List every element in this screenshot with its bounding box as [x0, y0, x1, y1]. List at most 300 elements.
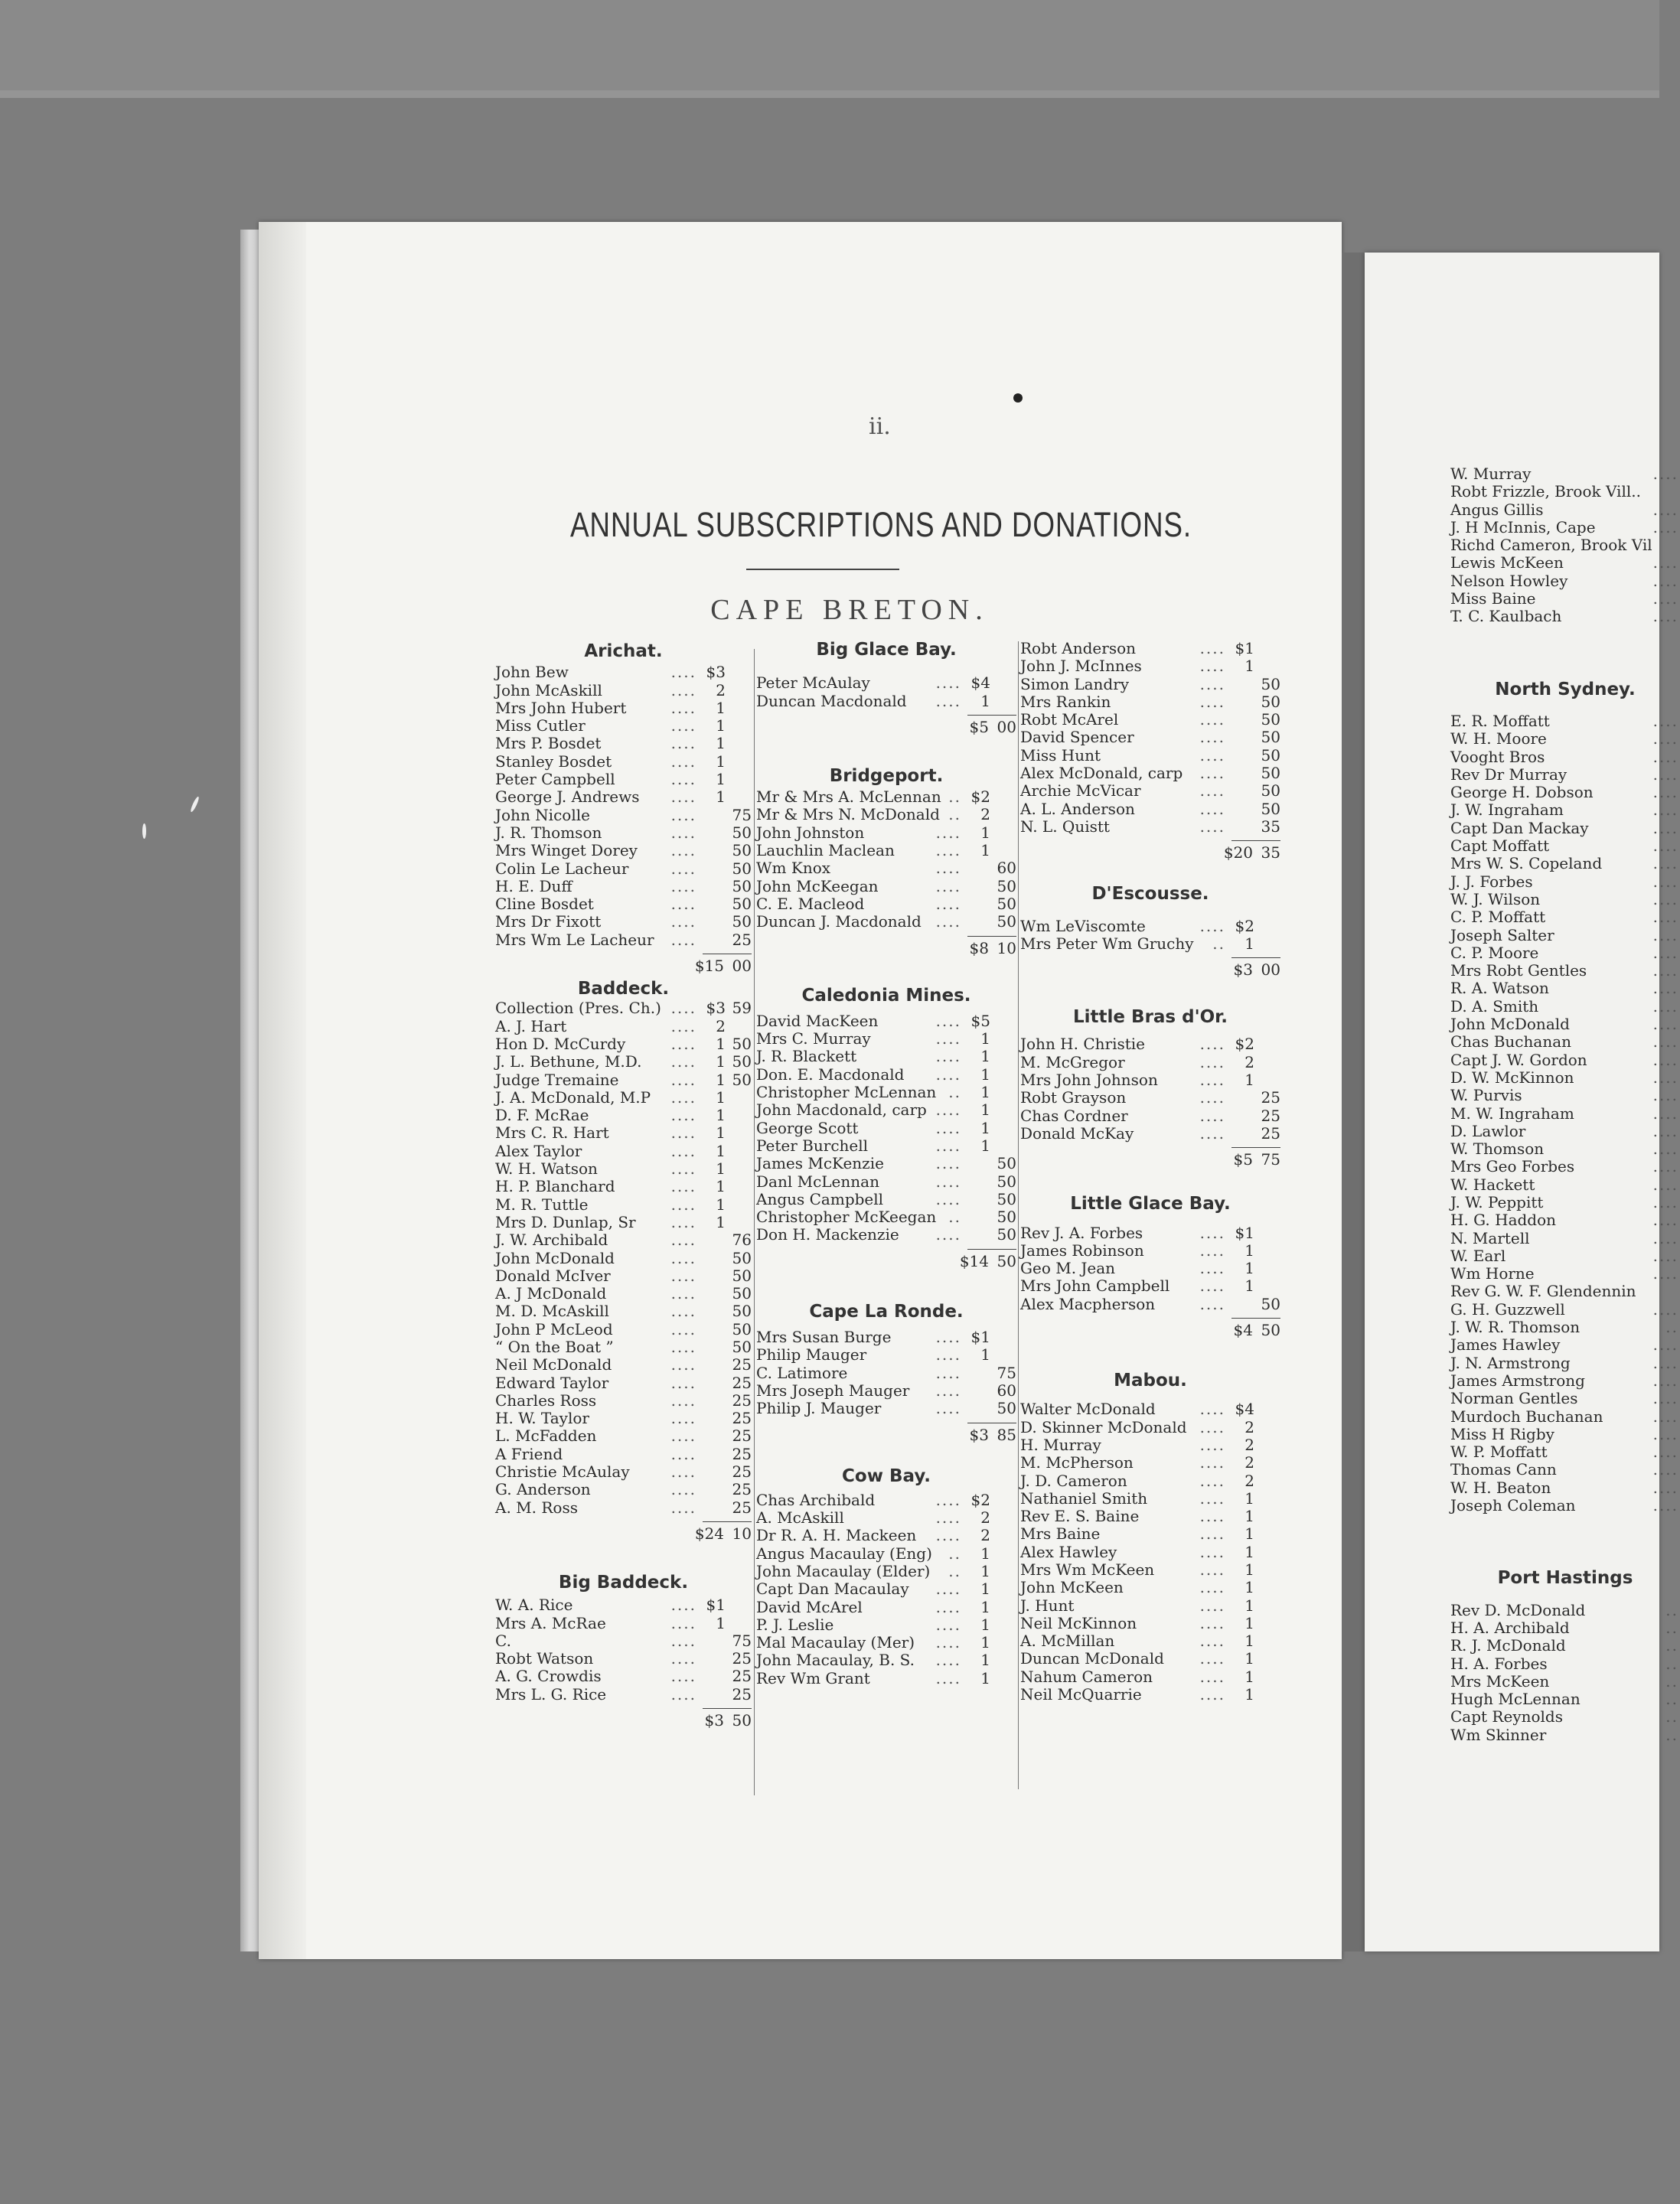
total-cents: 00: [1261, 960, 1280, 980]
subscriber-row: [1020, 1490, 1280, 1508]
column-3: [1020, 640, 1280, 1704]
amount-dollars: $4: [970, 673, 990, 693]
amount-cents: 50: [997, 1189, 1016, 1208]
subscriber-row: [756, 788, 1016, 806]
section-heading: Big Baddeck.: [558, 1572, 689, 1593]
amount-dollars: 2: [980, 1526, 990, 1545]
leader-dots: ....: [670, 680, 696, 699]
subscriber-row: [495, 1615, 752, 1632]
amount-dollars: $3: [706, 663, 726, 682]
leader-dots: ....: [1652, 1424, 1678, 1443]
subscriber-row: [1450, 1069, 1680, 1087]
subscriber-name: Mrs Peter Wm Gruchy: [1020, 934, 1194, 953]
amount-dollars: 2: [980, 1508, 990, 1527]
right-page-column: [1450, 465, 1680, 1744]
leader-dots: ....: [670, 1106, 696, 1125]
amount-cents: 50: [732, 1319, 752, 1338]
subscriber-name: Colin Le Lacheur: [495, 859, 629, 878]
subscriber-name: David Spencer: [1020, 728, 1134, 747]
section-total: [495, 1525, 752, 1544]
subscriber-row: [1450, 1426, 1680, 1443]
subscriber-row: [1020, 657, 1280, 675]
amount-cents: 50: [997, 1399, 1016, 1418]
subscriber-row: [756, 1492, 1016, 1509]
subscriber-name: J. W. Ingraham: [1450, 800, 1564, 820]
subscriber-row: [756, 824, 1016, 842]
leader-dots: ....: [670, 912, 696, 931]
leader-dots: ....: [1199, 674, 1225, 693]
leader-dots: ....: [1652, 818, 1678, 837]
amount-cents: 50: [997, 1172, 1016, 1191]
amount-cents: 75: [732, 805, 752, 824]
leader-dots: ....: [1199, 1560, 1225, 1579]
subscriber-row: [1020, 765, 1280, 782]
leader-dots: ..: [1665, 1600, 1678, 1619]
subscriber-row: [495, 663, 752, 681]
section-total: [756, 940, 1016, 958]
leader-dots: ..: [1665, 1636, 1678, 1655]
leader-dots: ....: [1652, 729, 1678, 748]
leader-dots: ....: [935, 823, 961, 842]
subscriber-row: [1020, 747, 1280, 765]
amount-cents: 25: [1261, 1106, 1280, 1125]
subscriber-row: [1020, 1089, 1280, 1107]
amount-dollars: 2: [1245, 1435, 1254, 1454]
subscriber-row: [1020, 935, 1280, 953]
subscriber-row: [1450, 730, 1680, 748]
leader-dots: ....: [670, 1284, 696, 1303]
amount-cents: 50: [997, 876, 1016, 895]
amount-dollars: 2: [1245, 1052, 1254, 1071]
amount-dollars: 1: [1245, 1488, 1254, 1508]
subscription-section: [756, 641, 1016, 737]
subscriber-row: [495, 1089, 752, 1107]
ink-speck: [1013, 393, 1023, 403]
leader-dots: ....: [670, 1319, 696, 1338]
leader-dots: ....: [1199, 1071, 1225, 1090]
leader-dots: ....: [1652, 500, 1678, 519]
amount-cents: 50: [1261, 799, 1280, 818]
leader-dots: ....: [935, 876, 961, 895]
leader-dots: ....: [935, 859, 961, 878]
total-rule: [1231, 1318, 1280, 1319]
subscriber-name: Angus Gillis: [1450, 500, 1544, 519]
leader-dots: ....: [1652, 1228, 1678, 1247]
leader-dots: ....: [1199, 1649, 1225, 1668]
amount-cents: 25: [732, 1462, 752, 1482]
subscriber-row: [495, 1053, 752, 1071]
leader-dots: ....: [670, 1480, 696, 1499]
total-dollars: $15: [694, 957, 724, 976]
amount-dollars: 1: [980, 1136, 990, 1155]
leader-dots: ....: [670, 770, 696, 789]
amount-cents: 50: [732, 1052, 752, 1071]
leader-dots: ....: [670, 1596, 696, 1615]
subscription-section: [756, 987, 1016, 1271]
subscriber-name: Capt Moffatt: [1450, 836, 1550, 856]
leader-dots: ....: [1199, 1123, 1225, 1143]
subscriber-row: [1450, 1087, 1680, 1104]
page-title: ANNUAL SUBSCRIPTIONS AND DONATIONS.: [570, 505, 1192, 544]
subscriber-name: Simon Landry: [1020, 674, 1130, 693]
subscriber-name: J. Hunt: [1020, 1596, 1075, 1615]
section-total: [756, 1426, 1016, 1445]
subscriber-name: H. A. Archibald: [1450, 1618, 1570, 1637]
subscriber-name: Don. E. Macdonald: [756, 1065, 905, 1084]
subscriber-row: [756, 1616, 1016, 1634]
subscriber-row: [1450, 944, 1680, 962]
subscriber-name: Chas Archibald: [756, 1490, 876, 1509]
subscriber-row: [1020, 1277, 1280, 1295]
subscriber-name: John J. McInnes: [1020, 657, 1142, 676]
amount-dollars: 2: [716, 680, 726, 699]
leader-dots: ....: [935, 1399, 961, 1418]
subscription-section: [756, 1468, 1016, 1688]
subscriber-name: M. McGregor: [1020, 1052, 1125, 1071]
section-heading: D'Escousse.: [1091, 884, 1209, 905]
subscriber-row: [1450, 1708, 1680, 1726]
section-total: [1020, 844, 1280, 862]
subscriber-row: [495, 1250, 752, 1267]
total-rule: [1231, 957, 1280, 958]
leader-dots: ....: [670, 1498, 696, 1517]
subscriber-name: Wm LeViscomte: [1020, 916, 1146, 935]
leader-dots: ....: [1652, 783, 1678, 802]
leader-dots: ....: [670, 1052, 696, 1071]
subscriber-name: M. D. McAskill: [495, 1302, 609, 1321]
leader-dots: ....: [1199, 1259, 1225, 1278]
amount-dollars: $1: [706, 1596, 726, 1615]
section-heading: Port Hastings: [1497, 1568, 1633, 1589]
amount-cents: 25: [732, 1409, 752, 1428]
subscriber-name: James Hawley: [1450, 1335, 1561, 1355]
subscriber-name: Duncan J. Macdonald: [756, 912, 922, 931]
subscriber-row: [1020, 918, 1280, 935]
leader-dots: ....: [935, 1345, 961, 1364]
subscriber-row: [495, 1285, 752, 1303]
leader-dots: ....: [1652, 1139, 1678, 1159]
leader-dots: ....: [670, 876, 696, 895]
amount-dollars: 1: [980, 1083, 990, 1102]
amount-dollars: 1: [716, 770, 726, 789]
section-total: [756, 1253, 1016, 1271]
total-rule: [967, 936, 1016, 937]
leader-dots: ..: [1665, 1671, 1678, 1690]
subscriber-row: [1020, 676, 1280, 693]
subscriber-row: [495, 1481, 752, 1498]
subscriber-name: George Scott: [756, 1118, 859, 1137]
subscriber-name: H. G. Haddon: [1450, 1211, 1557, 1230]
amount-cents: 50: [732, 1034, 752, 1053]
subscriber-row: [1020, 693, 1280, 711]
subscriber-row: [1450, 908, 1680, 926]
leader-dots: ....: [670, 1409, 696, 1428]
leader-dots: ....: [935, 1580, 961, 1599]
amount-cents: 25: [732, 1426, 752, 1446]
total-dollars: $5: [969, 717, 989, 736]
subscriber-row: [756, 1580, 1016, 1598]
subscriber-name: Wm Knox: [756, 859, 831, 878]
leader-dots: ....: [935, 691, 961, 710]
subscriber-row: [1020, 1419, 1280, 1436]
subscriber-row: [495, 1668, 752, 1685]
subscriber-name: C. E. Macleod: [756, 894, 865, 913]
subscriber-name: Mrs C. R. Hart: [495, 1123, 609, 1143]
subscriber-row: [1020, 1668, 1280, 1686]
subscriber-name: Christie McAulay: [495, 1462, 630, 1482]
section-heading: Caledonia Mines.: [801, 985, 971, 1006]
leader-dots: ....: [670, 1684, 696, 1704]
leader-dots: ....: [1199, 710, 1225, 729]
subscriber-name: Richd Cameron, Brook Vil: [1450, 536, 1652, 555]
leader-dots: ....: [1652, 571, 1678, 590]
leader-dots: ....: [935, 1136, 961, 1155]
amount-dollars: 1: [980, 1047, 990, 1066]
subscriber-row: [756, 913, 1016, 931]
subscriber-row: [1020, 1454, 1280, 1472]
leader-dots: ....: [935, 1381, 961, 1400]
total-cents: 35: [1261, 843, 1280, 862]
amount-cents: 25: [732, 1684, 752, 1704]
total-dollars: $14: [959, 1251, 989, 1270]
page-gutter: [1342, 253, 1365, 1951]
page-number: ii.: [869, 413, 891, 440]
leader-dots: ....: [670, 1195, 696, 1214]
leader-dots: ..: [1665, 1707, 1678, 1726]
subscriber-name: A. G. Crowdis: [495, 1667, 602, 1686]
subscriber-row: [1450, 1016, 1680, 1033]
subscriber-name: Edward Taylor: [495, 1373, 609, 1392]
leader-dots: ....: [1652, 1353, 1678, 1372]
leader-dots: ....: [670, 1337, 696, 1356]
leader-dots: ....: [670, 1649, 696, 1668]
subscriber-name: Nathaniel Smith: [1020, 1488, 1148, 1508]
section-heading: Baddeck.: [577, 979, 670, 999]
subscriber-row: [495, 1410, 752, 1427]
subscriber-name: Duncan Macdonald: [756, 691, 907, 710]
subscriber-row: [1450, 1247, 1680, 1265]
subscriber-name: W. Murray: [1450, 465, 1532, 483]
leader-dots: ....: [1652, 1496, 1678, 1515]
subscriber-name: G. H. Guzzwell: [1450, 1299, 1565, 1319]
leader-dots: ....: [670, 752, 696, 771]
subscriber-row: [1450, 1265, 1680, 1283]
subscriber-row: [1450, 873, 1680, 891]
subscriber-name: Robt Frizzle, Brook Vill..: [1450, 482, 1641, 501]
subscriber-row: [1450, 1726, 1680, 1744]
subscriber-name: Mrs Susan Burge: [756, 1328, 892, 1347]
subscriber-row: [1450, 519, 1680, 536]
subscriber-row: [495, 1214, 752, 1231]
subscriber-name: Mrs Robt Gentles: [1450, 961, 1587, 980]
section-heading: Arichat.: [584, 641, 663, 661]
subscriber-name: W. Earl: [1450, 1246, 1506, 1265]
subscriber-name: George H. Dobson: [1450, 783, 1594, 802]
subscriber-name: C.: [495, 1631, 511, 1650]
subscriber-row: [495, 717, 752, 735]
subscriber-name: W. A. Rice: [495, 1596, 573, 1615]
subscriber-name: Mrs Dr Fixott: [495, 912, 602, 931]
subscriber-row: [1450, 1619, 1680, 1637]
subscriber-name: Robt Anderson: [1020, 639, 1137, 657]
subscriber-row: [1020, 1125, 1280, 1143]
subscriber-row: [495, 824, 752, 842]
subscriber-name: Peter Campbell: [495, 770, 615, 789]
total-cents: 50: [732, 1711, 752, 1730]
leader-dots: ....: [935, 1118, 961, 1137]
subscriber-name: Angus Macaulay (Eng): [756, 1544, 932, 1563]
subscriber-row: [1450, 1390, 1680, 1407]
leader-dots: ....: [670, 1212, 696, 1231]
amount-dollars: 1: [980, 691, 990, 710]
scan-background-top: [0, 0, 1659, 90]
subscriber-row: [495, 999, 752, 1017]
amount-cents: 50: [732, 841, 752, 860]
subscription-section: [1450, 681, 1680, 1515]
subscriber-row: [1020, 1242, 1280, 1260]
subscriber-name: James McKenzie: [756, 1154, 884, 1173]
amount-dollars: 1: [980, 1651, 990, 1670]
subscriber-row: [495, 1231, 752, 1249]
subscriber-row: [1020, 800, 1280, 818]
section-heading: Cow Bay.: [842, 1466, 931, 1486]
leader-dots: ....: [935, 1328, 961, 1347]
subscriber-name: R. J. McDonald: [1450, 1636, 1566, 1655]
leader-dots: ....: [1652, 943, 1678, 962]
subscriber-row: [756, 1670, 1016, 1687]
leader-dots: ....: [935, 1100, 961, 1120]
leader-dots: ....: [1199, 916, 1225, 935]
amount-cents: 50: [1261, 674, 1280, 693]
leader-dots: ....: [935, 912, 961, 931]
subscriber-row: [1450, 1140, 1680, 1158]
subscriber-row: [756, 806, 1016, 823]
subscriber-name: W. Purvis: [1450, 1086, 1522, 1105]
subscriber-name: Mrs John Campbell: [1020, 1276, 1170, 1296]
subscriber-name: Chas Cordner: [1020, 1106, 1128, 1125]
subscriber-name: Rev J. A. Forbes: [1020, 1223, 1143, 1242]
leader-dots: ....: [1652, 765, 1678, 784]
leader-dots: ....: [1652, 1192, 1678, 1211]
subscriber-name: A. L. Anderson: [1020, 799, 1135, 818]
subscriber-row: [1450, 1123, 1680, 1140]
amount-dollars: 1: [980, 1065, 990, 1084]
leader-dots: ....: [1652, 800, 1678, 820]
subscriber-name: J. J. Forbes: [1450, 872, 1533, 891]
subscriber-name: Mrs Baine: [1020, 1524, 1101, 1544]
amount-dollars: 1: [716, 734, 726, 753]
amount-cents: 50: [1261, 764, 1280, 783]
subscriber-row: [756, 1527, 1016, 1544]
leader-dots: ....: [670, 1613, 696, 1632]
leader-dots: ....: [935, 1029, 961, 1048]
subscriber-name: L. McFadden: [495, 1426, 597, 1446]
amount-dollars: 1: [1245, 657, 1254, 676]
leader-dots: ....: [1652, 925, 1678, 944]
total-rule: [1231, 1147, 1280, 1148]
subscriber-name: Alex Taylor: [495, 1141, 582, 1160]
amount-cents: 50: [732, 912, 752, 931]
subscriber-name: J. R. Thomson: [495, 823, 602, 842]
subscriber-name: W. Hackett: [1450, 1175, 1535, 1194]
amount-dollars: 1: [980, 823, 990, 842]
amount-dollars: 1: [980, 1029, 990, 1048]
scan-background-stripe: [0, 90, 1659, 98]
leader-dots: ....: [1652, 1175, 1678, 1194]
leader-dots: ....: [1652, 1050, 1678, 1069]
subscriber-name: Nelson Howley: [1450, 571, 1568, 590]
subscriber-name: Mrs Wm Le Lacheur: [495, 930, 654, 949]
section-total: [495, 1712, 752, 1730]
total-cents: 50: [1261, 1321, 1280, 1340]
leader-dots: ....: [935, 894, 961, 913]
leader-dots: ....: [1199, 1524, 1225, 1544]
total-cents: 00: [732, 957, 752, 976]
subscriber-name: Robt Grayson: [1020, 1088, 1127, 1107]
leader-dots: ....: [670, 787, 696, 807]
leader-dots: ....: [935, 1526, 961, 1545]
subscriber-row: [1020, 818, 1280, 836]
subscriber-row: [495, 1303, 752, 1320]
subscriber-name: Walter McDonald: [1020, 1400, 1156, 1419]
subscriber-name: J. L. Bethune, M.D.: [495, 1052, 642, 1071]
subscriber-name: D. Skinner McDonald: [1020, 1417, 1187, 1436]
subscriber-row: [1450, 837, 1680, 855]
amount-dollars: 1: [1245, 1524, 1254, 1544]
ink-speck: [190, 796, 201, 813]
subscriber-name: John P McLeod: [495, 1319, 613, 1338]
subscriber-row: [756, 1120, 1016, 1137]
leader-dots: ....: [670, 1631, 696, 1650]
subscription-section: [1020, 640, 1280, 862]
subscriber-name: John McKeegan: [756, 876, 879, 895]
subscriber-row: [1450, 1230, 1680, 1247]
amount-dollars: 1: [716, 1052, 726, 1071]
subscriber-row: [495, 842, 752, 859]
leader-dots: ....: [1199, 1241, 1225, 1260]
amount-dollars: $5: [970, 1011, 990, 1030]
section-heading: Mabou.: [1114, 1371, 1187, 1391]
section-heading: Little Bras d'Or.: [1073, 1007, 1228, 1028]
subscriber-row: [495, 699, 752, 717]
subscriber-row: [1450, 1211, 1680, 1229]
leader-dots: ....: [1652, 1121, 1678, 1140]
region-heading: CAPE BRETON.: [710, 594, 989, 626]
leader-dots: ....: [1652, 465, 1678, 483]
subscriber-name: Don H. Mackenzie: [756, 1225, 899, 1244]
total-rule: [703, 1521, 752, 1522]
amount-dollars: $2: [970, 1490, 990, 1509]
subscriber-row: [1450, 1319, 1680, 1336]
amount-cents: 25: [732, 1667, 752, 1686]
subscriber-name: G. Anderson: [495, 1480, 591, 1499]
leader-dots: ....: [1199, 1400, 1225, 1419]
amount-dollars: 1: [1245, 934, 1254, 953]
subscriber-name: Dr R. A. H. Mackeen: [756, 1526, 917, 1545]
subscriber-row: [495, 771, 752, 788]
subscriber-row: [1020, 1107, 1280, 1125]
subscriber-row: [756, 895, 1016, 913]
total-cents: 75: [1261, 1150, 1280, 1169]
leader-dots: ....: [1199, 1088, 1225, 1107]
subscriber-name: Rev Wm Grant: [756, 1668, 870, 1687]
leader-dots: ..: [1665, 1654, 1678, 1673]
amount-dollars: 1: [980, 1118, 990, 1137]
amount-dollars: 1: [716, 1159, 726, 1179]
leader-dots: ....: [670, 1248, 696, 1267]
subscriber-row: [756, 1346, 1016, 1364]
subscriber-row: [1450, 1602, 1680, 1619]
